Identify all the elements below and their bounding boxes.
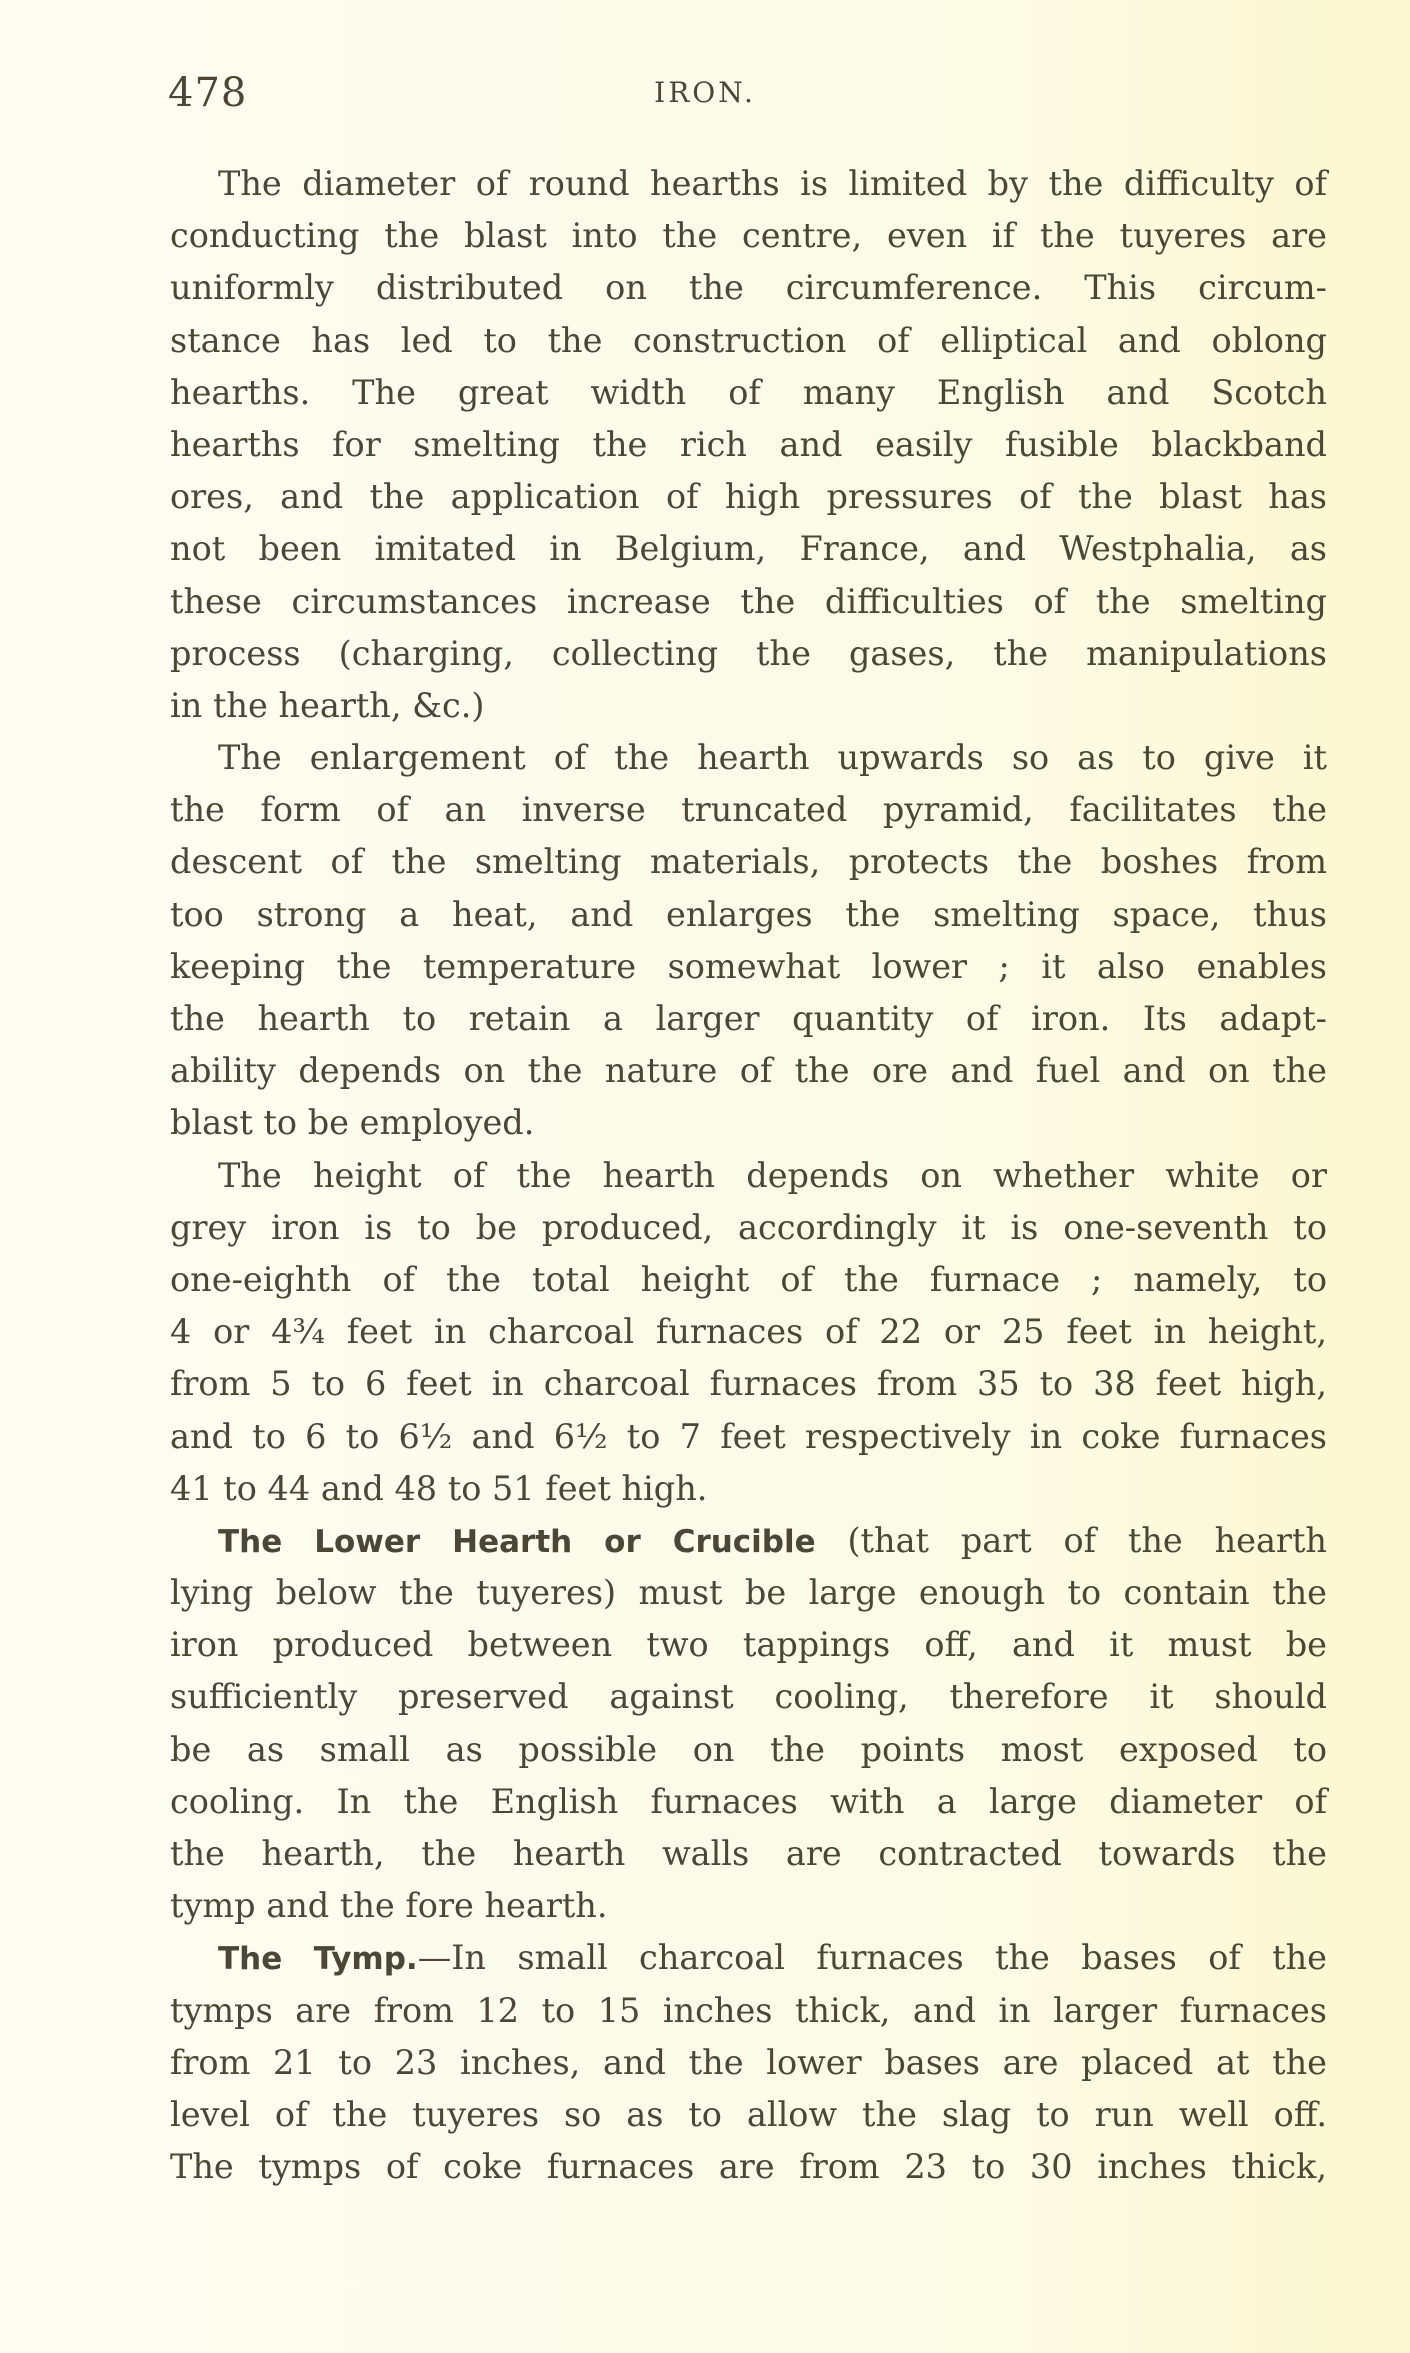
text-line — [170, 732, 1327, 784]
line-text: iron produced between two tappings off, and it must be — [170, 1625, 1327, 1665]
line-text: one-eighth of the total height of the furnace ; namely, to — [170, 1259, 1327, 1299]
text-line — [170, 1306, 1327, 1358]
line-text: level of the tuyeres so as to allow the slag to run well off. — [170, 2094, 1327, 2134]
line-text: these circumstances increase the difficulties of the smelting — [170, 581, 1327, 621]
text-line — [170, 315, 1327, 367]
line-text: tymp and the fore hearth. — [170, 1886, 608, 1926]
text-line — [170, 1724, 1327, 1776]
line-text: ores, and the application of high pressures of the blast has — [170, 477, 1327, 517]
text-line — [170, 1619, 1327, 1671]
text-line — [170, 2141, 1327, 2193]
line-text: too strong a heat, and enlarges the smelting space, thus — [170, 894, 1327, 934]
text-line — [170, 1985, 1327, 2037]
line-text: in the hearth, &c.) — [170, 685, 485, 725]
line-text: 41 to 44 and 48 to 51 feet high. — [170, 1468, 708, 1508]
text-line — [170, 680, 1327, 732]
running-head: IRON. — [654, 76, 756, 109]
text-line — [170, 262, 1327, 314]
paragraph — [170, 158, 1327, 732]
text-line — [170, 628, 1327, 680]
text-line — [170, 2089, 1327, 2141]
text-line — [170, 1045, 1327, 1097]
line-text: the hearth, the hearth walls are contracted towards the — [170, 1834, 1327, 1873]
text-line — [170, 1828, 1327, 1880]
text-line — [170, 1776, 1327, 1828]
line-text: lying below the tuyeres) must be large enough to contain the — [170, 1573, 1327, 1613]
line-text: —In small charcoal furnaces the bases of the — [417, 1938, 1327, 1978]
line-text: descent of the smelting materials, protects the boshes from — [170, 842, 1327, 882]
line-text: 4 or 4¾ feet in charcoal furnaces of 22 or 25 feet in height, — [170, 1312, 1327, 1352]
line-text: process (charging, collecting the gases, the manipulations — [170, 633, 1327, 673]
line-text: conducting the blast into the centre, even if the tuyeres are — [170, 216, 1327, 256]
line-text: stance has led to the construction of elliptical and oblong — [170, 320, 1327, 360]
run-in-heading: The Tymp. — [218, 1941, 418, 1978]
text-line — [170, 836, 1327, 888]
line-text: hearths for smelting the rich and easily fusible blackband — [170, 424, 1327, 464]
text-line — [170, 889, 1327, 941]
line-text: the hearth to retain a larger quantity of iron. Its adapt- — [170, 999, 1327, 1038]
line-text: keeping the temperature somewhat lower ; it also enables — [170, 946, 1327, 986]
line-text: from 21 to 23 inches, and the lower bases are placed at the — [170, 2042, 1327, 2082]
line-text: blast to be employed. — [170, 1103, 535, 1143]
text-line — [170, 1358, 1327, 1410]
text-line — [170, 1254, 1327, 1306]
text-line — [170, 941, 1327, 993]
text-line — [170, 1671, 1327, 1723]
text-line — [170, 993, 1327, 1045]
line-text: be as small as possible on the points most exposed to — [170, 1729, 1327, 1769]
line-text: sufficiently preserved against cooling, therefore it should — [170, 1677, 1327, 1717]
text-line — [170, 784, 1327, 836]
text-line — [170, 1463, 1327, 1515]
line-text: cooling. In the English furnaces with a large diameter of — [170, 1781, 1327, 1821]
text-line — [170, 1097, 1327, 1149]
text-line — [170, 1150, 1327, 1202]
text-line — [170, 419, 1327, 471]
text-line — [170, 523, 1327, 575]
line-text: The tymps of coke furnaces are from 23 to 30 inches thick, — [170, 2147, 1327, 2187]
line-text: uniformly distributed on the circumference. This circum- — [170, 268, 1327, 308]
line-text: ability depends on the nature of the ore and fuel and on the — [170, 1051, 1327, 1091]
line-text: from 5 to 6 feet in charcoal furnaces from 35 to 38 feet high, — [170, 1364, 1327, 1404]
text-line — [170, 1932, 1327, 1984]
line-text: The enlargement of the hearth upwards so as to give it — [218, 738, 1327, 778]
paragraph — [170, 732, 1327, 1150]
page-number: 478 — [168, 70, 248, 116]
run-in-heading: The Lower Hearth or Crucible — [218, 1523, 816, 1560]
paragraph — [170, 1932, 1327, 2193]
text-line — [170, 1567, 1327, 1619]
paragraph — [170, 1515, 1327, 1933]
line-text: The height of the hearth depends on whether white or — [218, 1155, 1327, 1195]
page-body — [170, 158, 1327, 2193]
line-text: grey iron is to be produced, accordingly it is one-seventh to — [170, 1207, 1327, 1247]
text-line — [170, 2037, 1327, 2089]
text-line — [170, 1880, 1327, 1932]
line-text: the form of an inverse truncated pyramid, facilitates the — [170, 790, 1327, 830]
line-text: tymps are from 12 to 15 inches thick, and in larger furnaces — [170, 1990, 1327, 2030]
text-line — [170, 576, 1327, 628]
text-line — [170, 1411, 1327, 1463]
text-line — [170, 210, 1327, 262]
line-text: The diameter of round hearths is limited by the difficulty of — [218, 164, 1327, 203]
line-text: (that part of the hearth — [815, 1520, 1327, 1560]
line-text: hearths. The great width of many English and Scotch — [170, 372, 1327, 412]
text-line — [170, 471, 1327, 523]
line-text: and to 6 to 6½ and 6½ to 7 feet respectively in coke furnaces — [170, 1416, 1327, 1456]
text-line — [170, 158, 1327, 210]
paragraph — [170, 1150, 1327, 1515]
text-line — [170, 367, 1327, 419]
text-line — [170, 1515, 1327, 1567]
text-line — [170, 1202, 1327, 1254]
line-text: not been imitated in Belgium, France, and Westphalia, as — [170, 529, 1327, 569]
